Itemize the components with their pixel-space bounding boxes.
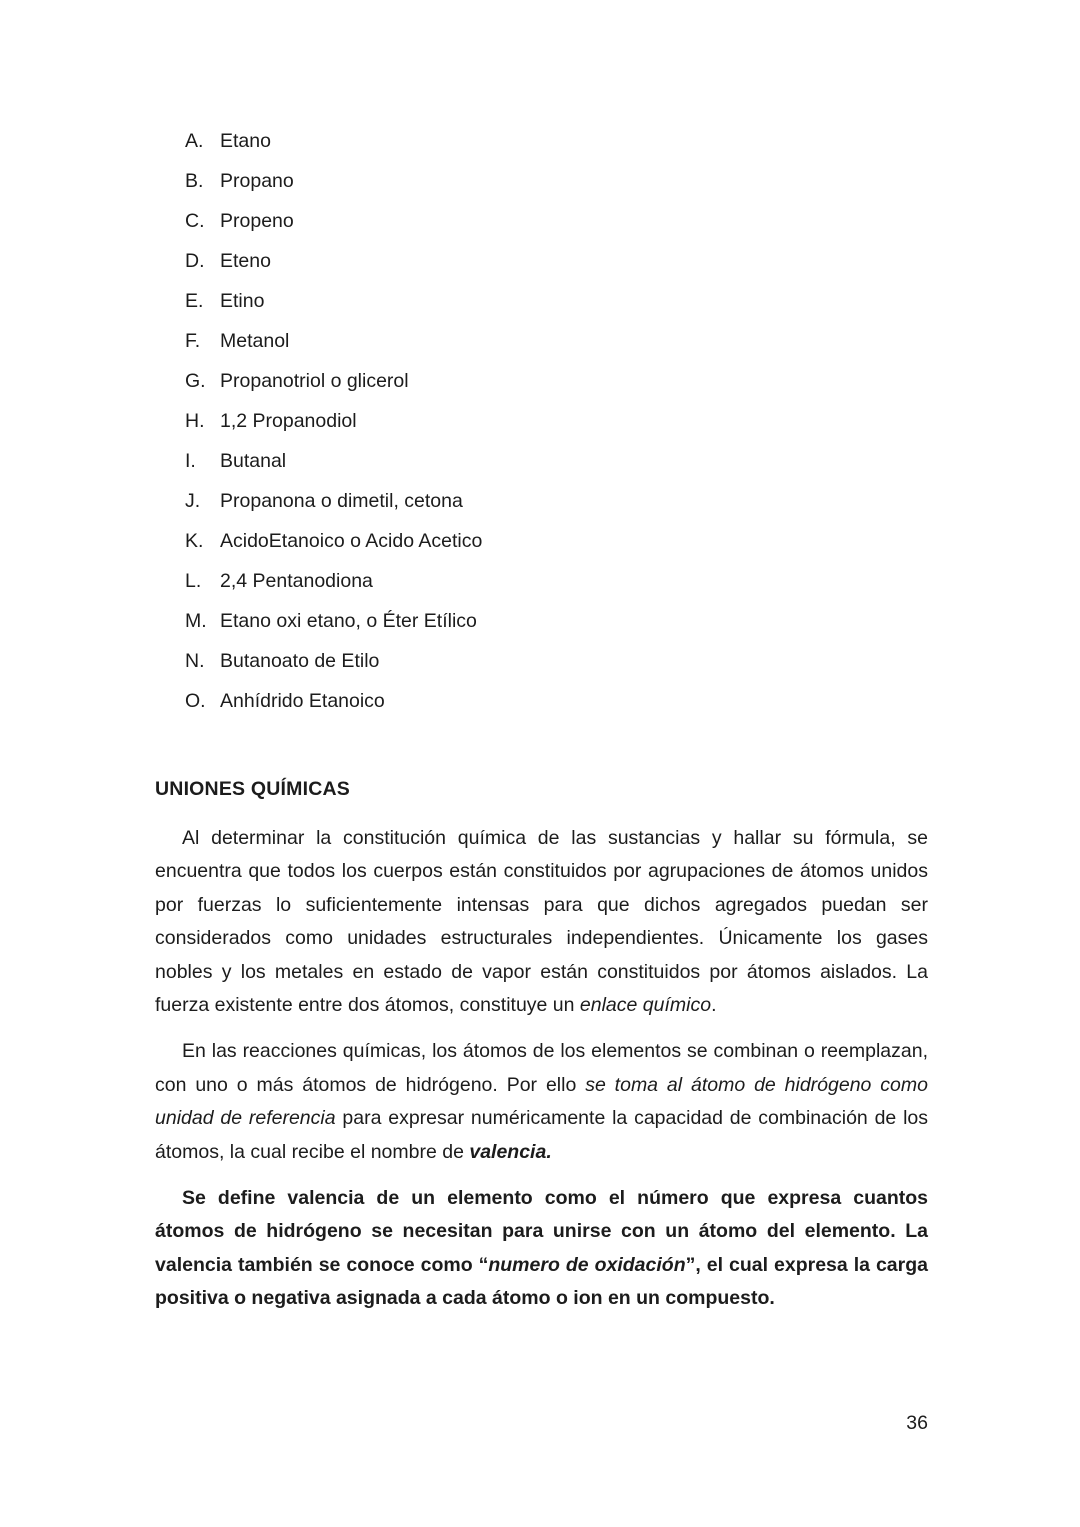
list-item-text: Eteno	[220, 250, 271, 272]
list-item-letter: K.	[185, 530, 204, 552]
list-item-text: AcidoEtanoico o Acido Acetico	[220, 530, 483, 552]
list-item-text: 2,4 Pentanodiona	[220, 570, 373, 592]
list-item	[185, 208, 925, 234]
list-item-text: Metanol	[220, 330, 290, 352]
list-item-letter: A.	[185, 130, 204, 152]
list-item	[185, 408, 925, 434]
list-item-letter: H.	[185, 410, 205, 432]
paragraph-text-italic: se toma al átomo de hidrógeno como unidad de referencia	[155, 1073, 928, 1130]
list-item-text: Etano oxi etano, o Éter Etílico	[220, 610, 477, 632]
paragraph-uniones-2	[155, 1035, 928, 1169]
list-item-letter: G.	[185, 370, 206, 392]
list-item	[185, 128, 925, 154]
list-item-letter: F.	[185, 330, 201, 352]
paragraph-uniones-1	[155, 822, 928, 1022]
paragraph-text: Al determinar la constitución química de las sustancias y hallar su fórmula, se encuentra que todos los cuerpos están constituidos por agrupaciones de átomos unidos por fuerzas lo suficientemente intensas para que dichos agregados puedan ser considerados como unidades estructurales independientes. Únicamente los gases nobles y los metales en estado de vapor están constituidos por átomos aislados. La fuerza existente entre dos átomos, constituye un	[155, 827, 928, 1017]
list-item-letter: D.	[185, 250, 205, 272]
list-item-text: 1,2 Propanodiol	[220, 410, 357, 432]
list-item	[185, 568, 925, 594]
paragraph-text-bold-italic: numero de oxidación	[488, 1253, 686, 1276]
paragraph-text-bold-italic: valencia.	[469, 1140, 552, 1163]
list-item-text: Propeno	[220, 210, 294, 232]
list-item-text: Butanoato de Etilo	[220, 650, 380, 672]
list-item	[185, 248, 925, 274]
list-item-text: Propanona o dimetil, cetona	[220, 490, 463, 512]
paragraph-text: .	[711, 994, 717, 1017]
body-copy	[155, 822, 928, 1329]
list-item	[185, 368, 925, 394]
list-item	[185, 328, 925, 354]
list-item	[185, 288, 925, 314]
list-item-text: Propano	[220, 170, 294, 192]
list-item	[185, 528, 925, 554]
list-item-text: Anhídrido Etanoico	[220, 690, 385, 712]
list-item-letter: I.	[185, 450, 196, 472]
paragraph-text: para expresar numéricamente la capacidad de combinación de los átomos, la cual recibe el nombre de	[155, 1107, 928, 1163]
list-item-letter: L.	[185, 570, 202, 592]
list-item-text: Etano	[220, 130, 271, 152]
list-item	[185, 168, 925, 194]
list-item	[185, 648, 925, 674]
list-item-letter: N.	[185, 650, 205, 672]
list-item-letter: M.	[185, 610, 207, 632]
paragraph-text-italic: enlace químico	[579, 994, 712, 1017]
list-item-text: Etino	[220, 290, 265, 312]
page-number: 36	[906, 1412, 928, 1434]
paragraph-text: Se define valencia de un elemento como el número que expresa cuantos átomos de hidrógeno se necesitan para unirse con un átomo del elemento. La valencia también se conoce como “	[155, 1187, 928, 1276]
list-item-letter: C.	[185, 210, 205, 232]
paragraph-text: ”, el cual expresa la carga positiva o negativa asignada a cada átomo o ion en un compuesto.	[155, 1253, 928, 1310]
compound-list	[185, 128, 925, 728]
list-item-letter: J.	[185, 490, 201, 512]
paragraph-valencia-definition	[155, 1182, 928, 1316]
list-item	[185, 608, 925, 634]
list-item-text: Butanal	[220, 450, 287, 472]
list-item-letter: B.	[185, 170, 204, 192]
list-item-text: Propanotriol o glicerol	[220, 370, 409, 392]
list-item	[185, 448, 925, 474]
list-item-letter: O.	[185, 690, 206, 712]
list-item	[185, 488, 925, 514]
paragraph-text: En las reacciones químicas, los átomos de los elementos se combinan o reemplazan, con uno o más átomos de hidrógeno. Por ello	[155, 1040, 928, 1096]
section-heading: UNIONES QUÍMICAS	[155, 778, 350, 800]
list-item	[185, 688, 925, 714]
list-item-letter: E.	[185, 290, 204, 312]
